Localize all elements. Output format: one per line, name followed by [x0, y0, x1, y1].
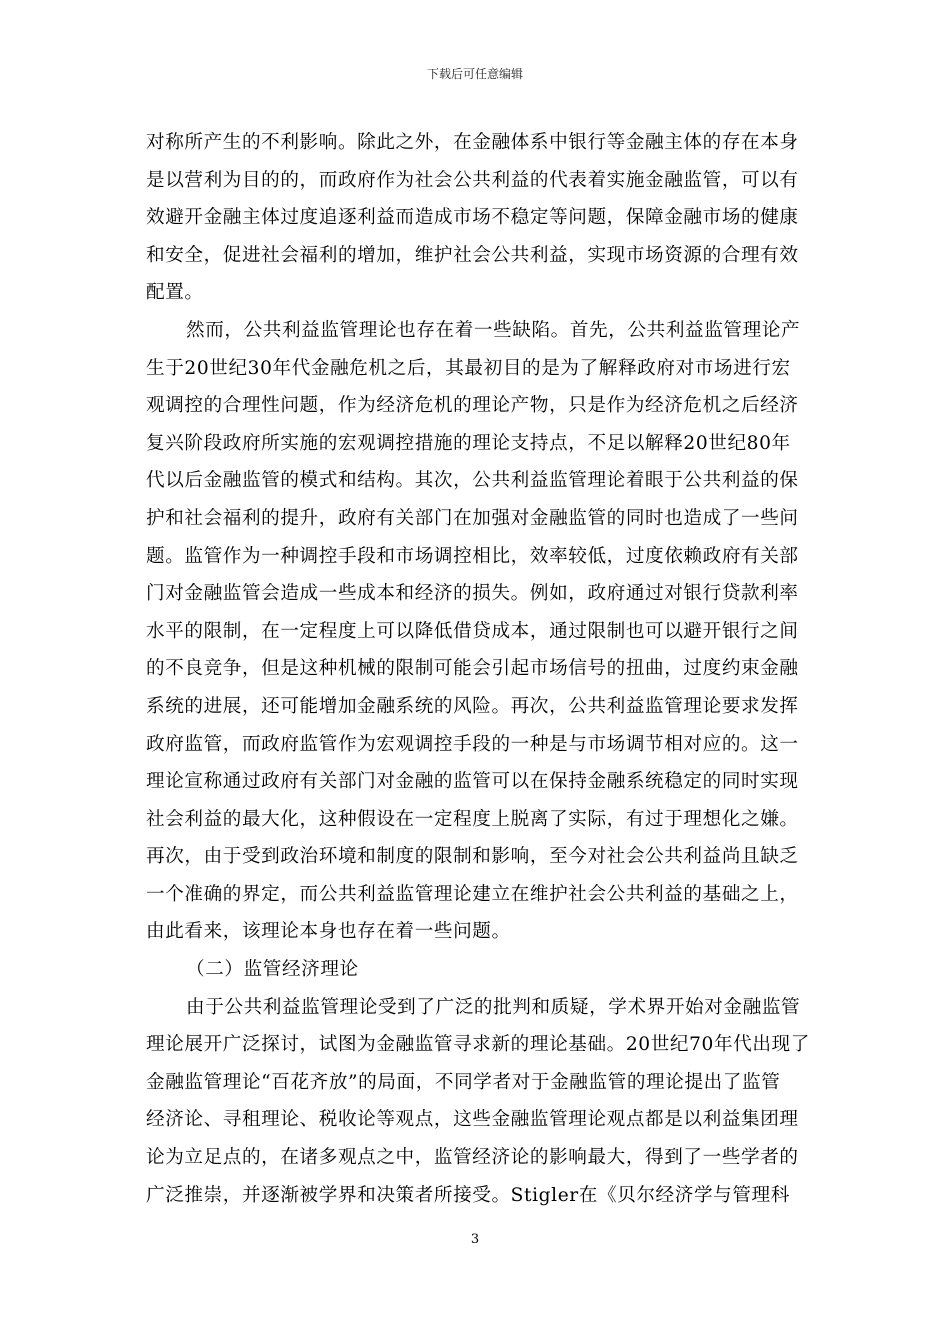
text-line: 代以后金融监管的模式和结构。其次，公共利益监管理论着眼于公共利益的保 — [146, 470, 799, 492]
text-line: 经济论、寻租理论、税收论等观点，这些金融监管理论观点都是以利益集团理 — [146, 1109, 799, 1131]
text-line: 效避开金融主体过度追逐利益而造成市场不稳定等问题，保障金融市场的健康 — [146, 207, 799, 229]
text-line: 系统的进展，还可能增加金融系统的风险。再次，公共利益监管理论要求发挥 — [146, 695, 799, 717]
text-line: 理论展开广泛探讨，试图为金融监管寻求新的理论基础。20世纪70年代出现了 — [146, 1034, 810, 1056]
text-line: 观调控的合理性问题，作为经济危机的理论产物，只是作为经济危机之后经济 — [146, 395, 799, 417]
text-line: 水平的限制，在一定程度上可以降低借贷成本，通过限制也可以避开银行之间 — [146, 620, 799, 642]
text-line: 的不良竞争，但是这种机械的限制可能会引起市场信号的扭曲，过度约束金融 — [146, 658, 799, 680]
text-line: 广泛推崇，并逐渐被学界和决策者所接受。Stigler在《贝尔经济学与管理科 — [146, 1184, 790, 1206]
text-line: 金融监管理论“百花齐放”的局面，不同学者对于金融监管的理论提出了监管 — [146, 1071, 781, 1093]
page-header: 下载后可任意编辑 — [426, 67, 523, 81]
text-line: 再次，由于受到政治环境和制度的限制和影响，至今对社会公共利益尚且缺乏 — [146, 846, 799, 868]
body-text — [146, 124, 810, 1214]
text-line: 题。监管作为一种调控手段和市场调控相比，效率较低，过度依赖政府有关部 — [146, 545, 799, 567]
text-line: 门对金融监管会造成一些成本和经济的损失。例如，政府通过对银行贷款利率 — [146, 583, 799, 605]
section-heading: （二）监管经济理论 — [186, 959, 359, 981]
text-line: 护和社会福利的提升，政府有关部门在加强对金融监管的同时也造成了一些问 — [146, 507, 799, 529]
text-line: 由于公共利益监管理论受到了广泛的批判和质疑，学术界开始对金融监管 — [186, 996, 801, 1018]
text-line: 政府监管，而政府监管作为宏观调控手段的一种是与市场调节相对应的。这一 — [146, 733, 799, 755]
text-line: 然而，公共利益监管理论也存在着一些缺陷。首先，公共利益监管理论产 — [186, 319, 801, 341]
text-line: 和安全，促进社会福利的增加，维护社会公共利益，实现市场资源的合理有效 — [146, 244, 799, 266]
text-line: 论为立足点的，在诸多观点之中，监管经济论的影响最大，得到了一些学者的 — [146, 1147, 799, 1169]
text-line: 对称所产生的不利影响。除此之外，在金融体系中银行等金融主体的存在本身 — [146, 132, 799, 153]
page-number: 3 — [470, 1232, 480, 1247]
text-line: 配置。 — [146, 282, 204, 304]
text-line: 社会利益的最大化，这种假设在一定程度上脱离了实际，有过于理想化之嫌。 — [146, 808, 799, 830]
text-line: 由此看来，该理论本身也存在着一些问题。 — [146, 921, 511, 943]
text-line: 是以营利为目的的，而政府作为社会公共利益的代表着实施金融监管，可以有 — [146, 169, 799, 191]
text-line: 理论宣称通过政府有关部门对金融的监管可以在保持金融系统稳定的同时实现 — [146, 771, 799, 793]
text-line: 复兴阶段政府所实施的宏观调控措施的理论支持点，不足以解释20世纪80年 — [146, 432, 791, 454]
text-line: 一个准确的界定，而公共利益监管理论建立在维护社会公共利益的基础之上， — [146, 883, 799, 905]
text-line: 生于20世纪30年代金融危机之后，其最初目的是为了解释政府对市场进行宏 — [146, 357, 791, 379]
